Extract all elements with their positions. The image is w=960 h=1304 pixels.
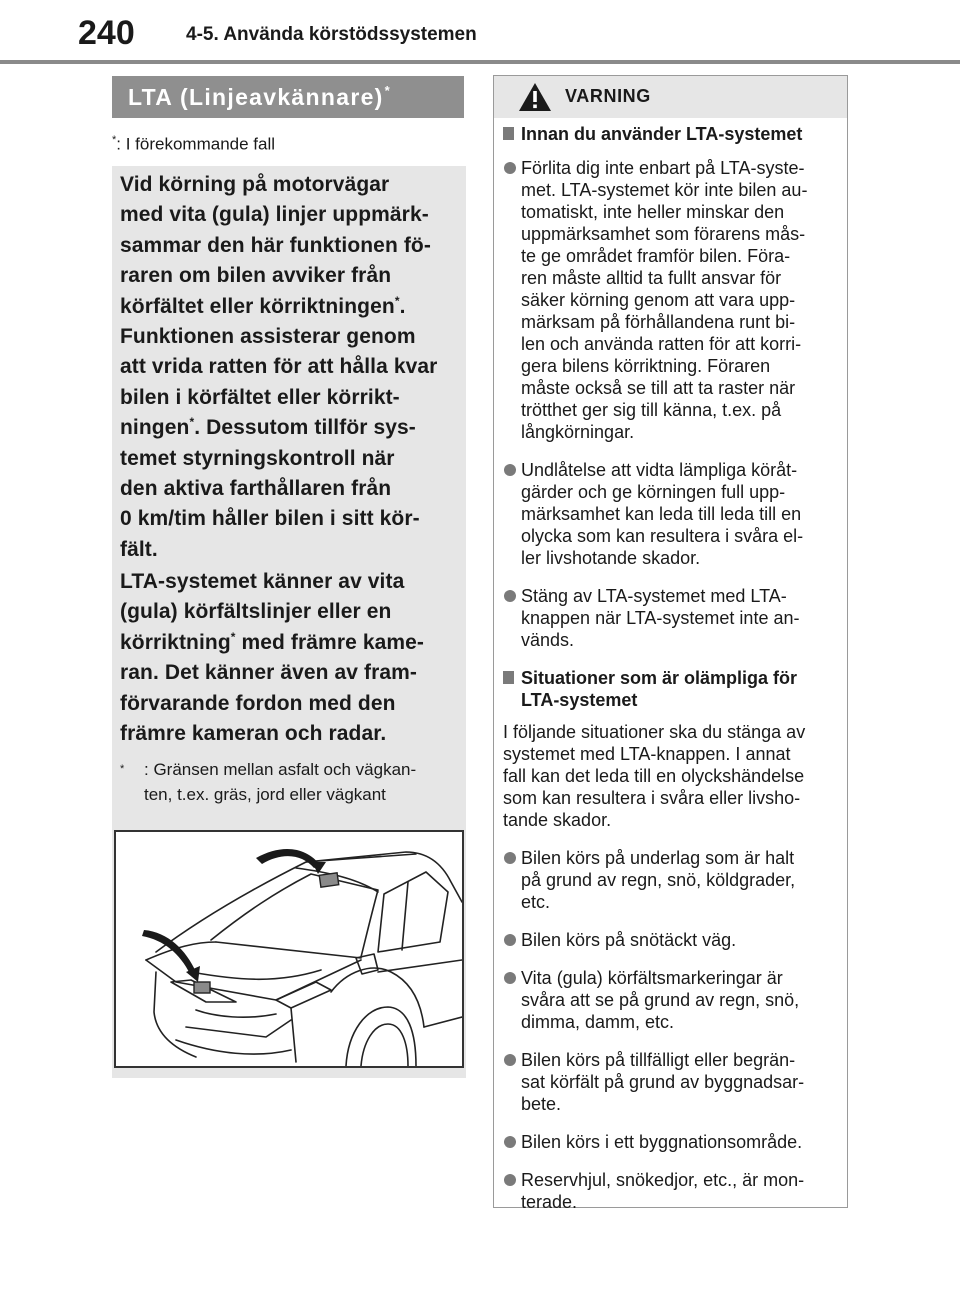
warning-text-line: säker körning genom att vara upp- bbox=[521, 290, 796, 310]
subheading-square-icon bbox=[503, 671, 514, 684]
warning-text-line: svåra att se på grund av regn, snö, bbox=[521, 990, 800, 1010]
warning-bullet bbox=[503, 847, 838, 913]
warning-text-line: trötthet ger sig till känna, t.ex. på bbox=[521, 400, 782, 420]
warning-text-line: märksamhet kan leda till leda till en bbox=[521, 504, 802, 524]
intro-paragraph-1 bbox=[120, 170, 460, 565]
intro-text-line: att vrida ratten för att hålla kvar bbox=[120, 355, 438, 379]
warning-text-line: sat körfält på grund av byggnadsar- bbox=[521, 1072, 805, 1092]
warning-bullet bbox=[503, 1169, 838, 1213]
subheading-square-icon bbox=[503, 127, 514, 140]
warning-text-line: måste också se till att ta raster när bbox=[521, 378, 796, 398]
intro-footnote bbox=[120, 757, 460, 807]
warning-title: VARNING bbox=[565, 86, 651, 106]
warning-triangle-icon bbox=[518, 82, 552, 117]
section-heading-footnote-mark: * bbox=[384, 83, 391, 98]
footnote-text-line: ten, t.ex. gräs, jord eller vägkant bbox=[144, 785, 386, 804]
intro-footnote-mark: * bbox=[120, 763, 125, 775]
header-divider bbox=[0, 60, 960, 64]
warning-text-line: I följande situationer ska du stänga av bbox=[503, 722, 806, 742]
chapter-title: 4-5. Använda körstödssystemen bbox=[186, 24, 477, 45]
warning-bullet bbox=[503, 157, 838, 443]
intro-text-line: förvarande fordon med den bbox=[120, 691, 396, 715]
warning-bullet bbox=[503, 967, 838, 1033]
warning-bullet bbox=[503, 1131, 838, 1153]
intro-text-line: temet styrningskontroll när bbox=[120, 446, 395, 470]
warning-text-line: systemet med LTA-knappen. I annat bbox=[503, 744, 791, 764]
intro-text-line: bilen i körfältet eller körrikt- bbox=[120, 385, 400, 409]
warning-bullet bbox=[503, 459, 838, 569]
warning-text-line: gera bilens körriktning. Föraren bbox=[521, 356, 771, 376]
warning-text-line: ler livshotande skador. bbox=[521, 548, 701, 568]
intro-text-line: raren om bilen avviker från bbox=[120, 264, 392, 288]
warning-subheading bbox=[503, 123, 838, 145]
intro-footnote-text bbox=[120, 757, 460, 807]
warning-paragraph bbox=[503, 721, 838, 831]
intro-text-line: Vid körning på motorvägar bbox=[120, 173, 390, 196]
section-heading bbox=[112, 76, 464, 118]
warning-text-line: tomatiskt, inte heller minskar den bbox=[521, 202, 785, 222]
warning-text-line: Undlåtelse att vidta lämpliga köråt- bbox=[521, 460, 798, 480]
warning-text-line: Bilen körs i ett byggnationsområde. bbox=[521, 1132, 803, 1152]
warning-text-line: ren måste alltid ta fullt ansvar för bbox=[521, 268, 782, 288]
warning-text-line: Förlita dig inte enbart på LTA-syste- bbox=[521, 158, 805, 178]
warning-text-line: på grund av regn, snö, köldgrader, bbox=[521, 870, 796, 890]
intro-text-line: 0 km/tim håller bilen i sitt kör- bbox=[120, 507, 420, 531]
warning-text-line: Bilen körs på tillfälligt eller begrän- bbox=[521, 1050, 796, 1070]
bullet-dot-icon bbox=[504, 464, 516, 476]
warning-text-line: vänds. bbox=[521, 630, 575, 650]
warning-text-line: etc. bbox=[521, 892, 551, 912]
warning-bullet bbox=[503, 929, 838, 951]
bullet-dot-icon bbox=[504, 590, 516, 602]
warning-text-line: Innan du använder LTA-systemet bbox=[521, 124, 803, 144]
heading-footnote-mark: * bbox=[112, 134, 117, 146]
intro-text-line: LTA-systemet känner av vita bbox=[120, 570, 405, 593]
bullet-dot-icon bbox=[504, 1174, 516, 1186]
bullet-dot-icon bbox=[504, 934, 516, 946]
intro-text-line: sammar den här funktionen fö- bbox=[120, 233, 431, 257]
warning-text-line: met. LTA-systemet kör inte bilen au- bbox=[521, 180, 808, 200]
car-camera-radar-illustration bbox=[116, 832, 462, 1066]
warning-bullet bbox=[503, 585, 838, 651]
warning-text-line: Bilen körs på underlag som är halt bbox=[521, 848, 795, 868]
intro-text-line: främre kameran och radar. bbox=[120, 722, 387, 746]
intro-text-line: (gula) körfältslinjer eller en bbox=[120, 600, 392, 624]
warning-text-line: tande skador. bbox=[503, 810, 612, 830]
intro-text-line: den aktiva farthållaren från bbox=[120, 477, 392, 501]
warning-text-line: fall kan det leda till en olyckshändelse bbox=[503, 766, 805, 786]
bullet-dot-icon bbox=[504, 1136, 516, 1148]
warning-text-line: Situationer som är olämpliga för bbox=[521, 668, 798, 688]
warning-text-line: LTA-systemet bbox=[521, 690, 638, 710]
intro-text-line: med vita (gula) linjer uppmärk- bbox=[120, 203, 429, 227]
warning-text-line: märksam på förhållandena runt bi- bbox=[521, 312, 796, 332]
section-heading-text: LTA (Linjeavkännare) bbox=[128, 84, 384, 110]
warning-text-line: knappen när LTA-systemet inte an- bbox=[521, 608, 800, 628]
warning-text-line: Bilen körs på snötäckt väg. bbox=[521, 930, 737, 950]
warning-subheading bbox=[503, 667, 838, 711]
warning-text-line: terade. bbox=[521, 1192, 578, 1212]
bullet-dot-icon bbox=[504, 852, 516, 864]
warning-text-line: bete. bbox=[521, 1094, 562, 1114]
warning-text-line: Vita (gula) körfältsmarkeringar är bbox=[521, 968, 783, 988]
warning-text-line: som kan resultera i svåra eller livsho- bbox=[503, 788, 801, 808]
warning-text-line: Stäng av LTA-systemet med LTA- bbox=[521, 586, 787, 606]
intro-paragraph-2 bbox=[120, 567, 460, 749]
intro-text-line: körfältet eller körriktningen*. bbox=[120, 293, 406, 318]
intro-text-line: fält. bbox=[120, 537, 158, 561]
bullet-dot-icon bbox=[504, 1054, 516, 1066]
warning-text-line: len och använda ratten för att korri- bbox=[521, 334, 802, 354]
bullet-dot-icon bbox=[504, 162, 516, 174]
warning-text-line: olycka som kan resultera i svåra el- bbox=[521, 526, 804, 546]
warning-text-line: te ge området framför bilen. Föra- bbox=[521, 246, 791, 266]
heading-footnote-text: : I förekommande fall bbox=[116, 134, 276, 154]
intro-text-line: ningen*. Dessutom tillför sys- bbox=[120, 415, 416, 440]
footnote-text-line: : Gränsen mellan asfalt och vägkan- bbox=[144, 760, 417, 779]
intro-text-line: körriktning* med främre kame- bbox=[120, 629, 425, 654]
intro-text-line: Funktionen assisterar genom bbox=[120, 325, 416, 349]
intro-text-line: ran. Det känner även av fram- bbox=[120, 661, 418, 685]
warning-text-line: långkörningar. bbox=[521, 422, 635, 442]
page-number: 240 bbox=[78, 14, 135, 52]
bullet-dot-icon bbox=[504, 972, 516, 984]
heading-footnote bbox=[112, 134, 275, 155]
warning-text-line: dimma, damm, etc. bbox=[521, 1012, 675, 1032]
warning-bullet bbox=[503, 1049, 838, 1115]
warning-text-line: Reservhjul, snökedjor, etc., är mon- bbox=[521, 1170, 805, 1190]
warning-text-line: uppmärksamhet som förarens mås- bbox=[521, 224, 806, 244]
warning-text-line: gärder och ge körningen full upp- bbox=[521, 482, 786, 502]
vehicle-illustration bbox=[114, 830, 464, 1068]
